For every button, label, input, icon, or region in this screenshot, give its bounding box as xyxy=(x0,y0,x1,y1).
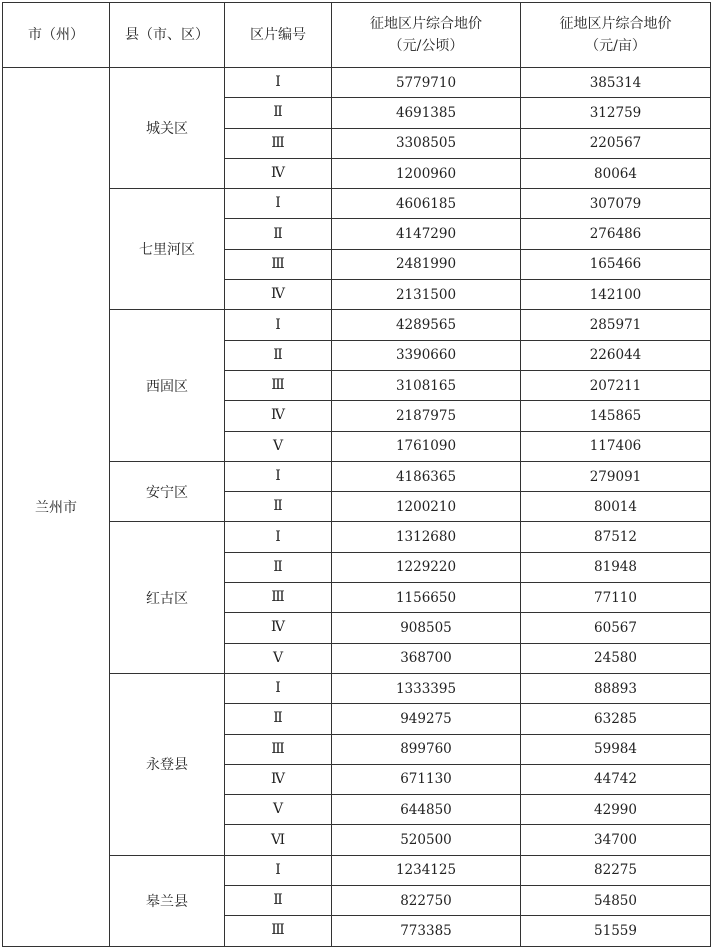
zone-code-cell: Ⅲ xyxy=(225,734,332,764)
price-per-hectare-cell: 4289565 xyxy=(332,310,521,340)
price-per-mu-cell: 51559 xyxy=(521,916,711,946)
header-row xyxy=(3,3,711,68)
zone-code-cell: Ⅲ xyxy=(225,370,332,400)
price-per-hectare-cell: 899760 xyxy=(332,734,521,764)
header-price-per-hectare xyxy=(332,3,521,68)
price-per-hectare-cell: 644850 xyxy=(332,795,521,825)
table-row xyxy=(3,855,711,885)
price-per-mu-cell: 24580 xyxy=(521,643,711,673)
price-per-hectare-cell: 671130 xyxy=(332,764,521,794)
header-city: 市（州） xyxy=(3,3,110,68)
price-per-mu-cell: 88893 xyxy=(521,673,711,703)
zone-code-cell: Ⅱ xyxy=(225,219,332,249)
price-per-hectare-cell: 2131500 xyxy=(332,280,521,310)
price-per-hectare-cell: 1312680 xyxy=(332,522,521,552)
zone-code-cell: Ⅲ xyxy=(225,916,332,946)
price-per-hectare-cell: 773385 xyxy=(332,916,521,946)
price-per-hectare-cell: 1200210 xyxy=(332,492,521,522)
county-cell: 红古区 xyxy=(110,522,225,673)
price-per-mu-cell: 77110 xyxy=(521,583,711,613)
price-per-hectare-cell: 3308505 xyxy=(332,128,521,158)
price-per-mu-cell: 81948 xyxy=(521,552,711,582)
price-per-mu-cell: 44742 xyxy=(521,764,711,794)
table-row xyxy=(3,461,711,491)
zone-code-cell: Ⅳ xyxy=(225,613,332,643)
price-per-mu-cell: 59984 xyxy=(521,734,711,764)
zone-code-cell: Ⅳ xyxy=(225,764,332,794)
zone-code-cell: Ⅴ xyxy=(225,643,332,673)
header-zone-code: 区片编号 xyxy=(225,3,332,68)
zone-code-cell: Ⅲ xyxy=(225,249,332,279)
price-per-hectare-cell: 1234125 xyxy=(332,855,521,885)
price-per-mu-cell: 82275 xyxy=(521,855,711,885)
city-cell: 兰州市 xyxy=(3,68,110,947)
table-body xyxy=(3,68,711,947)
header-price-per-hectare-unit: （元/公顷） xyxy=(388,38,464,54)
price-per-mu-cell: 54850 xyxy=(521,886,711,916)
price-per-mu-cell: 312759 xyxy=(521,98,711,128)
price-per-hectare-cell: 1156650 xyxy=(332,583,521,613)
zone-code-cell: Ⅰ xyxy=(225,673,332,703)
price-per-mu-cell: 226044 xyxy=(521,340,711,370)
price-per-hectare-cell: 4691385 xyxy=(332,98,521,128)
table-row xyxy=(3,68,711,98)
price-per-mu-cell: 63285 xyxy=(521,704,711,734)
zone-code-cell: Ⅰ xyxy=(225,189,332,219)
price-per-hectare-cell: 368700 xyxy=(332,643,521,673)
header-county: 县（市、区） xyxy=(110,3,225,68)
zone-code-cell: Ⅰ xyxy=(225,68,332,98)
county-cell: 西固区 xyxy=(110,310,225,461)
price-per-hectare-cell: 5779710 xyxy=(332,68,521,98)
county-cell: 皋兰县 xyxy=(110,855,225,946)
price-per-hectare-cell: 3108165 xyxy=(332,370,521,400)
price-per-mu-cell: 307079 xyxy=(521,189,711,219)
price-per-hectare-cell: 520500 xyxy=(332,825,521,855)
county-cell: 安宁区 xyxy=(110,461,225,522)
zone-code-cell: Ⅴ xyxy=(225,431,332,461)
price-per-mu-cell: 145865 xyxy=(521,401,711,431)
price-per-mu-cell: 34700 xyxy=(521,825,711,855)
price-per-mu-cell: 285971 xyxy=(521,310,711,340)
price-per-hectare-cell: 949275 xyxy=(332,704,521,734)
zone-code-cell: Ⅰ xyxy=(225,522,332,552)
zone-code-cell: Ⅱ xyxy=(225,340,332,370)
county-cell: 永登县 xyxy=(110,673,225,855)
zone-code-cell: Ⅰ xyxy=(225,461,332,491)
price-per-mu-cell: 165466 xyxy=(521,249,711,279)
zone-code-cell: Ⅱ xyxy=(225,98,332,128)
price-per-mu-cell: 385314 xyxy=(521,68,711,98)
price-per-hectare-cell: 4606185 xyxy=(332,189,521,219)
price-per-hectare-cell: 908505 xyxy=(332,613,521,643)
price-per-hectare-cell: 822750 xyxy=(332,886,521,916)
price-per-mu-cell: 80014 xyxy=(521,492,711,522)
table-row xyxy=(3,310,711,340)
price-per-hectare-cell: 2187975 xyxy=(332,401,521,431)
price-per-mu-cell: 60567 xyxy=(521,613,711,643)
price-per-hectare-cell: 3390660 xyxy=(332,340,521,370)
zone-code-cell: Ⅱ xyxy=(225,552,332,582)
price-per-mu-cell: 42990 xyxy=(521,795,711,825)
header-price-per-mu-title: 征地区片综合地价 xyxy=(559,16,672,32)
price-per-mu-cell: 207211 xyxy=(521,370,711,400)
price-per-hectare-cell: 2481990 xyxy=(332,249,521,279)
price-per-hectare-cell: 4186365 xyxy=(332,461,521,491)
zone-code-cell: Ⅱ xyxy=(225,704,332,734)
zone-code-cell: Ⅱ xyxy=(225,492,332,522)
price-per-mu-cell: 87512 xyxy=(521,522,711,552)
zone-code-cell: Ⅵ xyxy=(225,825,332,855)
price-per-mu-cell: 117406 xyxy=(521,431,711,461)
price-per-hectare-cell: 1333395 xyxy=(332,673,521,703)
zone-code-cell: Ⅴ xyxy=(225,795,332,825)
county-cell: 七里河区 xyxy=(110,189,225,310)
price-per-mu-cell: 279091 xyxy=(521,461,711,491)
table-row xyxy=(3,522,711,552)
price-per-hectare-cell: 1200960 xyxy=(332,158,521,188)
zone-code-cell: Ⅰ xyxy=(225,855,332,885)
price-per-hectare-cell: 4147290 xyxy=(332,219,521,249)
table-row xyxy=(3,189,711,219)
price-per-hectare-cell: 1229220 xyxy=(332,552,521,582)
header-price-per-hectare-title: 征地区片综合地价 xyxy=(370,16,482,32)
price-per-hectare-cell: 1761090 xyxy=(332,431,521,461)
land-price-table xyxy=(2,2,711,947)
price-per-mu-cell: 80064 xyxy=(521,158,711,188)
price-per-mu-cell: 142100 xyxy=(521,280,711,310)
header-price-per-mu-unit: （元/亩） xyxy=(585,38,646,54)
zone-code-cell: Ⅳ xyxy=(225,158,332,188)
zone-code-cell: Ⅱ xyxy=(225,886,332,916)
zone-code-cell: Ⅳ xyxy=(225,280,332,310)
zone-code-cell: Ⅳ xyxy=(225,401,332,431)
zone-code-cell: Ⅲ xyxy=(225,128,332,158)
county-cell: 城关区 xyxy=(110,68,225,189)
table-row xyxy=(3,673,711,703)
price-per-mu-cell: 220567 xyxy=(521,128,711,158)
header-price-per-mu xyxy=(521,3,711,68)
zone-code-cell: Ⅲ xyxy=(225,583,332,613)
price-per-mu-cell: 276486 xyxy=(521,219,711,249)
zone-code-cell: Ⅰ xyxy=(225,310,332,340)
